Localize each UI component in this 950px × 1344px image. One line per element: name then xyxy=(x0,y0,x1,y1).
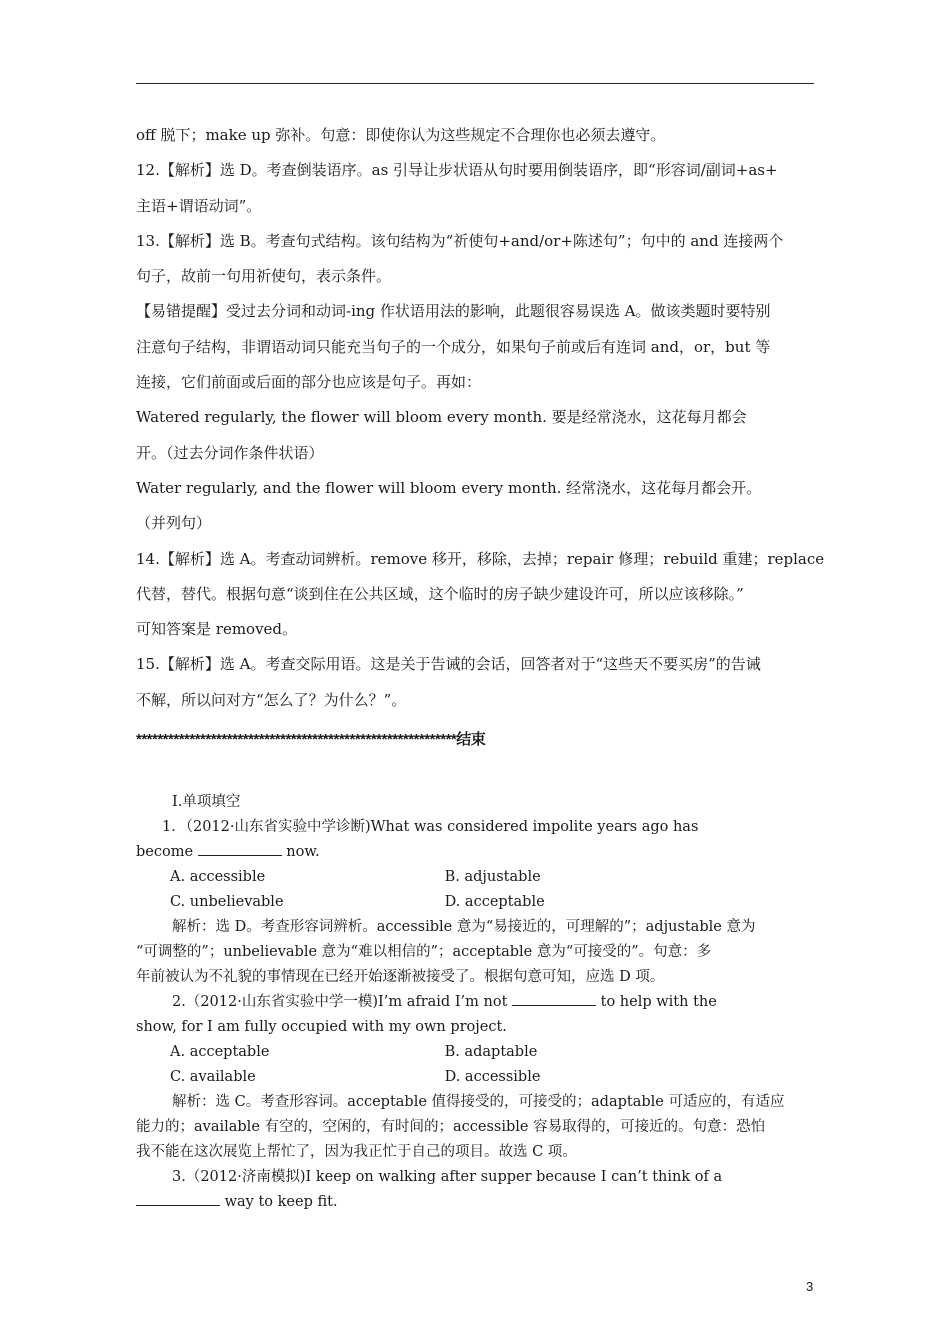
exercise-block xyxy=(136,790,816,1215)
question-1-line: 1．（2012·山东省实验中学诊断)What was considered impolite years ago has xyxy=(162,819,699,835)
answer-blank xyxy=(198,843,282,856)
explanation-block xyxy=(136,118,825,718)
explanation-line: 15.【解析】选 A。考查交际用语。这是关于告诫的会话，回答者对于“这些天不要买房”的告诫 xyxy=(136,655,761,674)
option-c: C. unbelievable xyxy=(170,894,284,910)
question-text: way to keep fit. xyxy=(224,1194,338,1210)
question-2-line: show, for I am fully occupied with my own project. xyxy=(136,1019,507,1035)
answer-explanation: 解析：选 C。考查形容词。acceptable 值得接受的，可接受的；adaptable 可适应的，有适应 xyxy=(172,1094,785,1110)
answer-explanation: 能力的；available 有空的，空闲的，有时间的；accessible 容易取得的，可接近的。句意：恐怕 xyxy=(136,1119,766,1135)
options-row xyxy=(136,865,816,890)
explanation-line: 不解，所以问对方“怎么了？为什么？”。 xyxy=(136,690,407,709)
explanation-line: off 脱下；make up 弥补。句意：即使你认为这些规定不合理你也必须去遵守。 xyxy=(136,126,666,144)
option-b: B. adaptable xyxy=(444,1044,538,1060)
explanation-line: 14.【解析】选 A。考查动词辨析。remove 移开，移除，去掉；repair 修理；rebuild 重建；replace xyxy=(136,549,825,568)
options-row xyxy=(136,890,816,915)
explanation-line: 可知答案是 removed。 xyxy=(136,620,298,639)
explanation-line: 代替，替代。根据句意“谈到住在公共区域，这个临时的房子缺少建设许可，所以应该移除。” xyxy=(136,584,744,603)
option-d: D. acceptable xyxy=(444,894,545,910)
explanation-line: Watered regularly, the flower will bloom every month. 要是经常浇水，这花每月都会 xyxy=(136,408,747,427)
explanation-line: Water regularly, and the flower will bloom every month. 经常浇水，这花每月都会开。 xyxy=(136,478,762,497)
page-number: 3 xyxy=(806,1279,814,1294)
question-text: now. xyxy=(286,844,320,860)
explanation-line: 连接，它们前面或后面的部分也应该是句子。再如： xyxy=(136,373,482,392)
question-text: 2.（2012·山东省实验中学一模)I’m afraid I’m not xyxy=(172,994,508,1010)
answer-blank xyxy=(512,993,596,1006)
question-3-line: 3.（2012·济南模拟)I keep on walking after supper because I can’t think of a xyxy=(172,1169,723,1185)
answer-explanation: 解析：选 D。考查形容词辨析。accessible 意为“易接近的，可理解的”；adjustable 意为 xyxy=(172,919,756,935)
answer-blank xyxy=(136,1193,220,1206)
explanation-line: 注意句子结构，非谓语动词只能充当句子的一个成分，如果句子前或后有连词 and，or，but 等 xyxy=(136,337,771,356)
options-row xyxy=(136,1040,816,1065)
answer-explanation: 我不能在这次展览上帮忙了，因为我正忙于自己的项目。故选 C 项。 xyxy=(136,1144,577,1160)
question-3-line xyxy=(136,1190,816,1215)
question-text: to help with the xyxy=(600,994,717,1010)
option-a: A. accessible xyxy=(170,869,266,885)
explanation-line: 12.【解析】选 D。考查倒装语序。as 引导让步状语从句时要用倒装语序，即“形容词/副词+as+ xyxy=(136,161,778,180)
option-d: D. accessible xyxy=(444,1069,541,1085)
section-title: Ⅰ.单项填空 xyxy=(172,794,241,810)
explanation-line: 【易错提醒】受过去分词和动词-ing 作状语用法的影响，此题很容易误选 A。做该类题时要特别 xyxy=(136,302,771,321)
answer-explanation: “可调整的”；unbelievable 意为“难以相信的”；acceptable 意为“可接受的”。句意：多 xyxy=(136,944,712,960)
explanation-line: 主语+谓语动词”。 xyxy=(136,196,262,215)
answer-explanation: 年前被认为不礼貌的事情现在已经开始逐渐被接受了。根据句意可知，应选 D 项。 xyxy=(136,969,665,985)
question-2-line xyxy=(136,990,816,1015)
explanation-line: （并列句） xyxy=(136,514,212,533)
header-rule xyxy=(136,83,814,84)
separator-line: ************************************************************结束 xyxy=(136,731,486,748)
option-b: B. adjustable xyxy=(444,869,541,885)
options-row xyxy=(136,1065,816,1090)
question-1-line xyxy=(136,840,816,865)
explanation-line: 句子，故前一句用祈使句，表示条件。 xyxy=(136,267,392,286)
explanation-line: 13.【解析】选 B。考查句式结构。该句结构为“祈使句+and/or+陈述句”；句中的 and 连接两个 xyxy=(136,231,784,250)
option-a: A. acceptable xyxy=(170,1044,270,1060)
question-text: become xyxy=(136,844,194,860)
option-c: C. available xyxy=(170,1069,256,1085)
explanation-line: 开。（过去分词作条件状语） xyxy=(136,443,324,462)
